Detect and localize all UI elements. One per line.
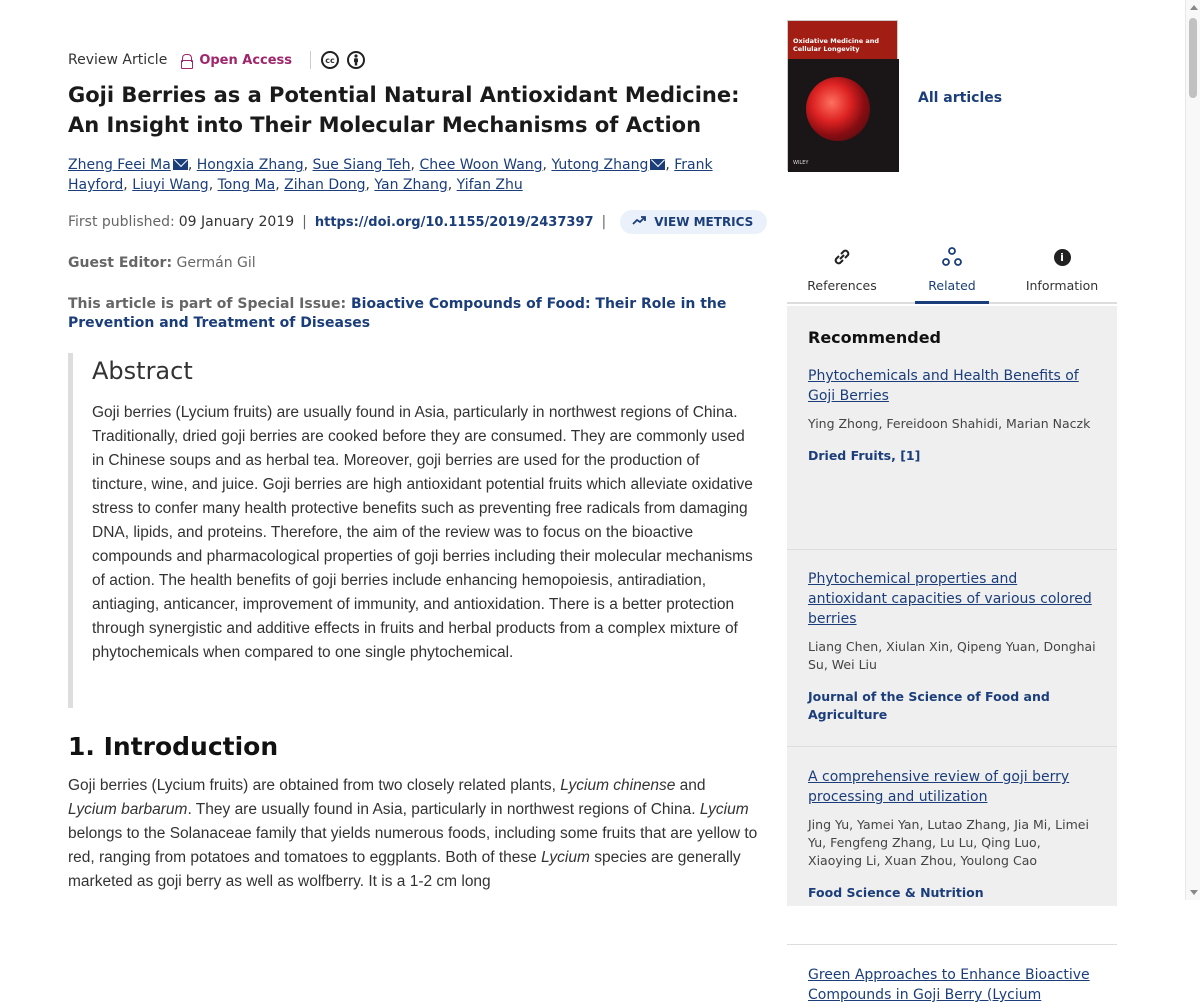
first-published-date: 09 January 2019 — [178, 214, 295, 230]
special-issue-label: This article is part of Special Issue: — [68, 296, 347, 312]
recommended-heading: Recommended — [808, 328, 941, 347]
recommended-item — [787, 366, 1117, 550]
recommended-item — [787, 965, 1117, 1005]
author-link[interactable]: Tong Ma — [217, 177, 276, 193]
intro-italic-run: Lycium — [541, 849, 590, 866]
article-title: Goji Berries as a Potential Natural Antioxidant Medicine: An Insight into Their Molecular Mechanisms of Action — [68, 83, 740, 137]
recommended-authors: Ying Zhong, Fereidoon Shahidi, Marian Naczk — [808, 416, 1091, 431]
recommended-item — [787, 569, 1117, 747]
recommended-authors: Jing Yu, Yamei Yan, Lutao Zhang, Jia Mi, Limei Yu, Fengfeng Zhang, Lu Lu, Qing Luo, Xiaoying Li, Xuan Zhou, Youlong Cao — [808, 817, 1089, 868]
scroll-down-icon[interactable] — [1190, 890, 1198, 895]
recommended-journal[interactable]: Dried Fruits, [1] — [808, 448, 921, 463]
publication-meta — [68, 210, 767, 234]
introduction-heading: 1. Introduction — [68, 732, 279, 761]
intro-italic-run: Lycium — [699, 801, 749, 818]
all-articles-link[interactable]: All articles — [918, 90, 1003, 106]
recommended-title-link[interactable]: Phytochemical properties and antioxidant capacities of various colored berries — [808, 571, 1092, 627]
scrollbar-thumb[interactable] — [1189, 18, 1197, 98]
author-link[interactable]: Frank Hayford — [68, 157, 713, 193]
recommended-panel — [787, 306, 1117, 1003]
separator: | — [601, 214, 607, 230]
sidebar-tabs — [787, 240, 1117, 304]
tab-label: References — [807, 278, 877, 293]
intro-text-run: species are generally marketed as goji berry as well as wolfberry. It is a 1-2 cm long — [68, 849, 741, 890]
view-metrics-label: VIEW METRICS — [654, 215, 754, 229]
author-separator: , — [303, 157, 313, 173]
author-link[interactable]: Yan Zhang — [374, 177, 448, 193]
view-metrics-button[interactable] — [620, 210, 767, 234]
page-scrollbar[interactable] — [1185, 0, 1200, 900]
author-separator: , — [187, 157, 197, 173]
author-link[interactable]: Yifan Zhu — [456, 177, 523, 193]
author-link[interactable]: Sue Siang Teh — [312, 157, 411, 173]
abstract-heading: Abstract — [92, 357, 193, 385]
info-icon: i — [1054, 246, 1071, 268]
intro-italic-run: Lycium barbarum — [68, 801, 188, 818]
tab-related[interactable] — [897, 240, 1007, 302]
guest-editor — [68, 255, 256, 271]
recommended-journal[interactable]: Food Science & Nutrition — [808, 885, 984, 900]
intro-text-run: belongs to the Solanaceae family that yields numerous foods, including some fruits that are yellow to red, ranging from potatoes and tomatoes to eggplants. Both of these — [68, 825, 758, 866]
intro-italic-run: Lycium chinense — [560, 777, 676, 794]
link-icon — [831, 246, 853, 268]
recommended-title-link[interactable]: Green Approaches to Enhance Bioactive Compounds in Goji Berry (Lycium — [808, 967, 1090, 1003]
cc-icon[interactable]: cc — [321, 51, 339, 69]
author-link[interactable]: Liuyi Wang — [132, 177, 209, 193]
author-separator: , — [208, 177, 218, 193]
author-separator: , — [410, 157, 420, 173]
tab-references[interactable] — [787, 240, 897, 302]
author-separator: , — [542, 157, 552, 173]
recommended-title-link[interactable]: Phytochemicals and Health Benefits of Goji Berries — [808, 368, 1079, 404]
guest-editor-name: Germán Gil — [176, 255, 256, 271]
special-issue — [68, 295, 758, 333]
tab-information[interactable] — [1007, 240, 1117, 302]
cover-image — [806, 77, 870, 141]
recommended-title-link[interactable]: A comprehensive review of goji berry processing and utilization — [808, 769, 1070, 805]
intro-text-run: Goji berries (Lycium fruits) are obtained from two closely related plants, — [68, 777, 561, 794]
author-link[interactable]: Zheng Feei Ma — [68, 157, 171, 173]
journal-cover[interactable] — [787, 20, 898, 171]
by-icon[interactable] — [347, 51, 365, 69]
recommended-authors: Liang Chen, Xiulan Xin, Qipeng Yuan, Donghai Su, Wei Liu — [808, 639, 1096, 672]
scroll-up-icon[interactable] — [1190, 5, 1198, 10]
separator: | — [302, 214, 307, 230]
doi-link[interactable]: https://doi.org/10.1155/2019/2437397 — [314, 214, 594, 230]
divider — [310, 51, 311, 69]
introduction-text — [68, 774, 758, 894]
author-separator: , — [447, 177, 457, 193]
email-icon[interactable] — [650, 159, 665, 170]
journal-cover-title: Oxidative Medicine and Cellular Longevity — [793, 37, 880, 53]
author-link[interactable]: Yutong Zhang — [551, 157, 649, 173]
tab-label: Related — [928, 278, 976, 293]
journal-cover-publisher: WILEY — [793, 160, 809, 166]
tab-label: Information — [1025, 278, 1099, 293]
article-meta-topline — [68, 50, 373, 70]
lock-icon — [181, 54, 191, 67]
recommended-journal[interactable]: Journal of the Science of Food and Agriculture — [808, 689, 1050, 722]
author-separator: , — [275, 177, 285, 193]
intro-text-run: . They are usually found in Asia, particularly in northwest regions of China. — [187, 801, 700, 818]
intro-text-run: and — [675, 777, 706, 794]
first-published-label: First published: — [68, 214, 175, 230]
open-access-label: Open Access — [199, 52, 293, 68]
author-link[interactable]: Zihan Dong — [284, 177, 366, 193]
author-separator: , — [665, 157, 675, 173]
abstract-text: Goji berries (Lycium fruits) are usually found in Asia, particularly in northwest regions of China. Traditionally, dried goji berries are cooked before they are consumed. They are commonly used in Chinese soups and as herbal tea. Moreover, goji berries are used for the production of tincture, wine, and juice. Goji berries are high antioxidant potential fruits which alleviate oxidative stress to confer many health protective benefits such as preventing free radicals from damaging DNA, lipids, and proteins. Therefore, the aim of the review was to focus on the bioactive compounds and pharmacological properties of goji berries including their molecular mechanisms of action. The health benefits of goji berries include enhancing hemopoiesis, antiradiation, antiaging, anticancer, improvement of immunity, and antioxidation. There is a better protection through synergistic and additive effects in fruits and herbal products from a complex mixture of phytochemicals when compared to one single phytochemical. — [92, 404, 753, 661]
journal-cover-art — [788, 59, 899, 172]
author-list — [68, 155, 758, 195]
article-type: Review Article — [68, 52, 168, 68]
author-link[interactable]: Chee Woon Wang — [419, 157, 543, 173]
trending-up-icon — [632, 215, 646, 229]
open-access-badge — [181, 53, 292, 68]
email-icon[interactable] — [173, 159, 188, 170]
related-icon — [941, 246, 963, 268]
abstract-section — [68, 353, 758, 708]
guest-editor-label: Guest Editor: — [68, 255, 173, 271]
author-separator: , — [123, 177, 133, 193]
recommended-item — [787, 767, 1117, 945]
author-separator: , — [365, 177, 375, 193]
special-issue-link[interactable]: Bioactive Compounds of Food: Their Role in the Prevention and Treatment of Diseases — [68, 296, 727, 331]
author-link[interactable]: Hongxia Zhang — [196, 157, 304, 173]
